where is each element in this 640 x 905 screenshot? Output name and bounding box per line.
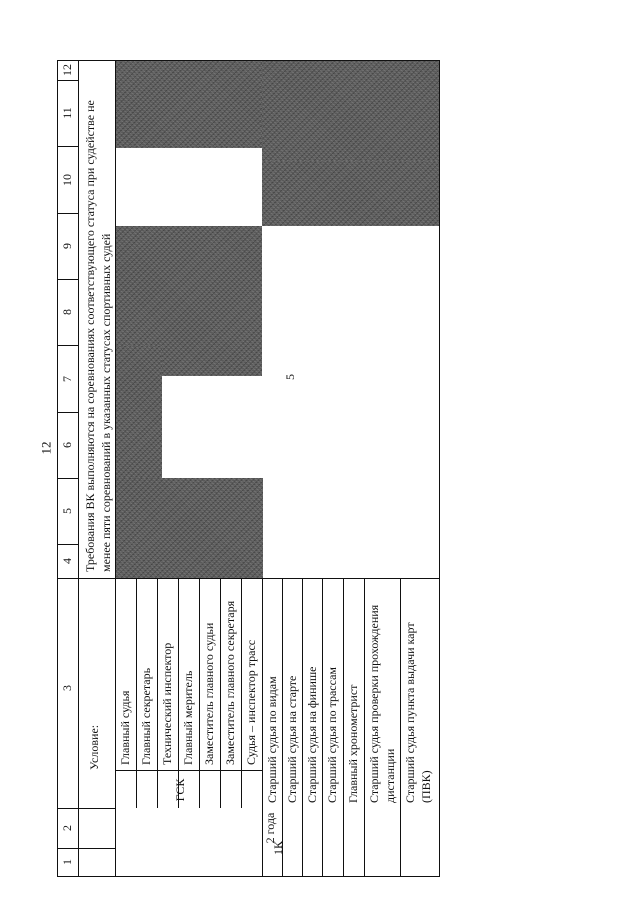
condition-label: Условие:: [87, 724, 101, 770]
col-num-2: 2: [60, 825, 74, 831]
col-num-11: 11: [60, 107, 74, 119]
position-senior-judge-tracks: Старший судья по трассам: [325, 666, 339, 803]
age-period: 2 года: [263, 812, 277, 844]
col-num-10: 10: [60, 174, 74, 186]
col-num-8: 8: [60, 309, 74, 315]
position-map-point-line1: Старший судья пункта выдачи карт: [403, 622, 417, 803]
col-num-3: 3: [60, 685, 74, 691]
shade-gsk-right: [116, 346, 162, 480]
position-route-check-line2: дистанции: [383, 748, 397, 803]
condition-text-line2: менее пяти соревнований в указанных статусах спортивных судей: [99, 233, 113, 572]
white-col10: [116, 148, 262, 226]
position-main-timekeeper: Главный хронометрист: [346, 684, 360, 803]
col-num-7: 7: [60, 376, 74, 382]
position-main-judge: Главный судья: [118, 690, 132, 765]
position-track-inspector: Судья – инспектор трасс: [244, 639, 258, 765]
count-value: 5: [283, 374, 297, 380]
position-main-measurer: Главный меритель: [181, 670, 195, 765]
shade-gsk-bottom: [116, 478, 263, 578]
position-route-check-line1: Старший судья проверки прохождения: [367, 604, 381, 803]
position-technical-inspector: Технический инспектор: [160, 642, 174, 765]
position-main-secretary: Главный секретарь: [139, 667, 153, 765]
page-number: 12: [38, 441, 54, 455]
col-num-5: 5: [60, 508, 74, 514]
position-senior-judge-types: Старший судья по видам: [265, 676, 279, 803]
shade-senior-col11-12: [262, 61, 439, 161]
gsk-label: ГСК: [173, 778, 187, 802]
condition-text-line1: Требования ВК выполняются на соревнованиях соответствующего статуса при судействе не: [83, 100, 97, 572]
position-map-point-line2: (ПВК): [419, 770, 433, 803]
col-num-12: 12: [60, 64, 74, 76]
col-num-9: 9: [60, 243, 74, 249]
position-deputy-main-secretary: Заместитель главного секретаря: [223, 600, 237, 765]
col-num-1: 1: [60, 859, 74, 865]
position-deputy-main-judge: Заместитель главного судьи: [202, 622, 216, 765]
position-senior-judge-start: Старший судья на старте: [285, 675, 299, 803]
col-num-6: 6: [60, 442, 74, 448]
col-num-4: 4: [60, 558, 74, 564]
category-label: 1К: [271, 840, 285, 856]
position-senior-judge-finish: Старший судья на финише: [305, 666, 319, 803]
